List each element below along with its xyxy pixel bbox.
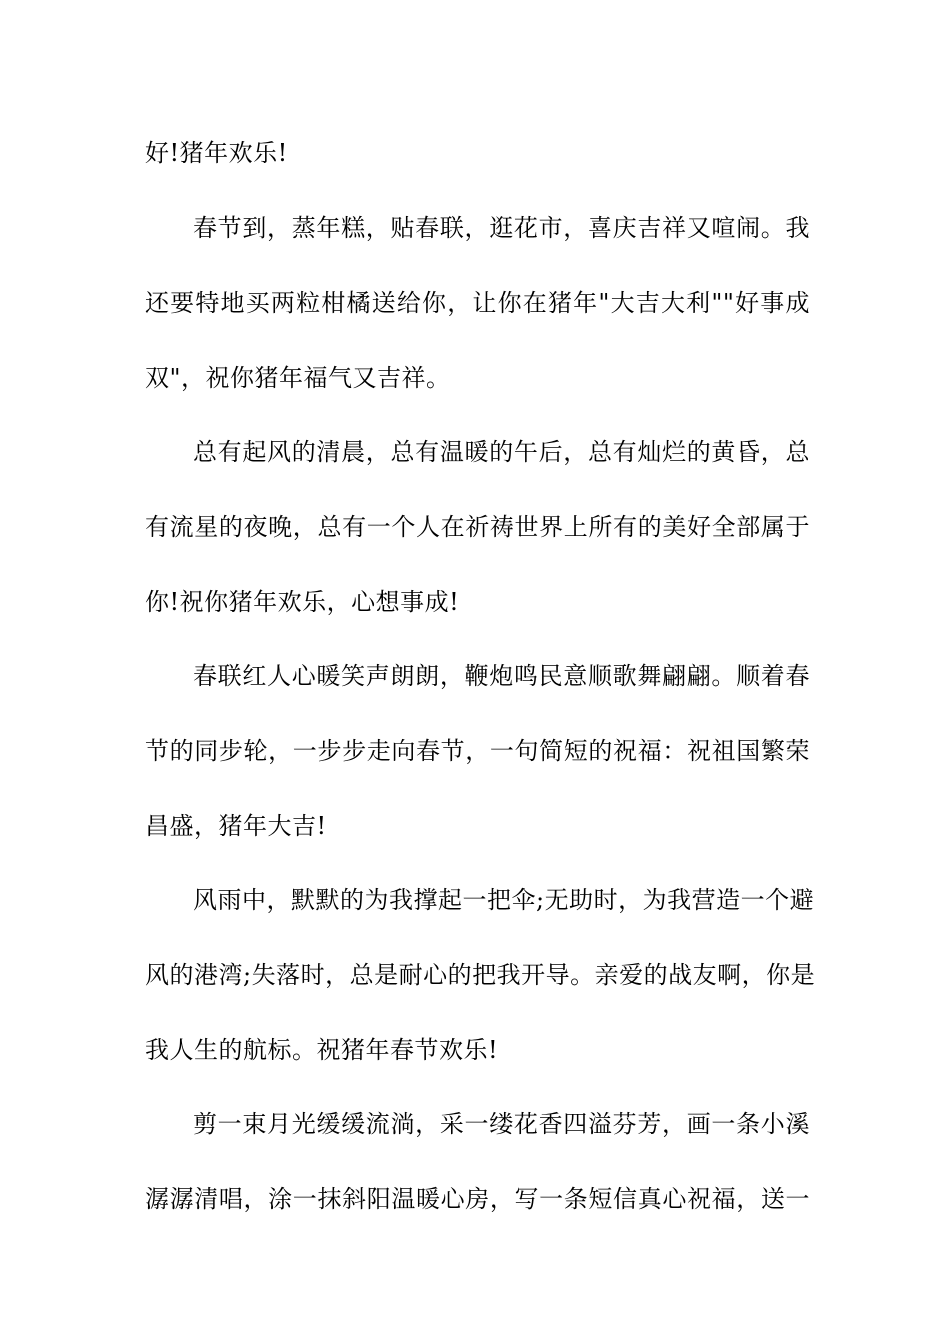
text-line: 你!祝你猪年欢乐，心想事成! [145, 588, 460, 616]
text-line: 总有起风的清晨，总有温暖的午后，总有灿烂的黄昏，总 [193, 438, 810, 466]
text-line: 剪一束月光缓缓流淌，采一缕花香四溢芬芳，画一条小溪 [193, 1110, 810, 1138]
text-line: 还要特地买两粒柑橘送给你，让你在猪年"大吉大利""好事成 [145, 289, 810, 317]
text-line: 春节到，蒸年糕，贴春联，逛花市，喜庆吉祥又喧闹。我 [193, 214, 810, 242]
text-line: 节的同步轮，一步步走向春节，一句简短的祝福：祝祖国繁荣 [145, 737, 810, 765]
text-line: 有流星的夜晚，总有一个人在祈祷世界上所有的美好全部属于 [145, 513, 810, 541]
text-line: 春联红人心暖笑声朗朗，鞭炮鸣民意顺歌舞翩翩。顺着春 [193, 662, 810, 690]
text-line: 我人生的航标。祝猪年春节欢乐! [145, 1036, 499, 1064]
text-line: 好!猪年欢乐! [145, 139, 288, 167]
text-line: 昌盛，猪年大吉! [145, 812, 327, 840]
text-line: 风的港湾;失落时，总是耐心的把我开导。亲爱的战友啊，你是 [145, 961, 816, 989]
text-line: 潺潺清唱，涂一抹斜阳温暖心房，写一条短信真心祝福，送一 [145, 1185, 810, 1213]
text-line: 风雨中，默默的为我撑起一把伞;无助时，为我营造一个避 [193, 886, 815, 914]
text-line: 双"，祝你猪年福气又吉祥。 [145, 364, 451, 392]
